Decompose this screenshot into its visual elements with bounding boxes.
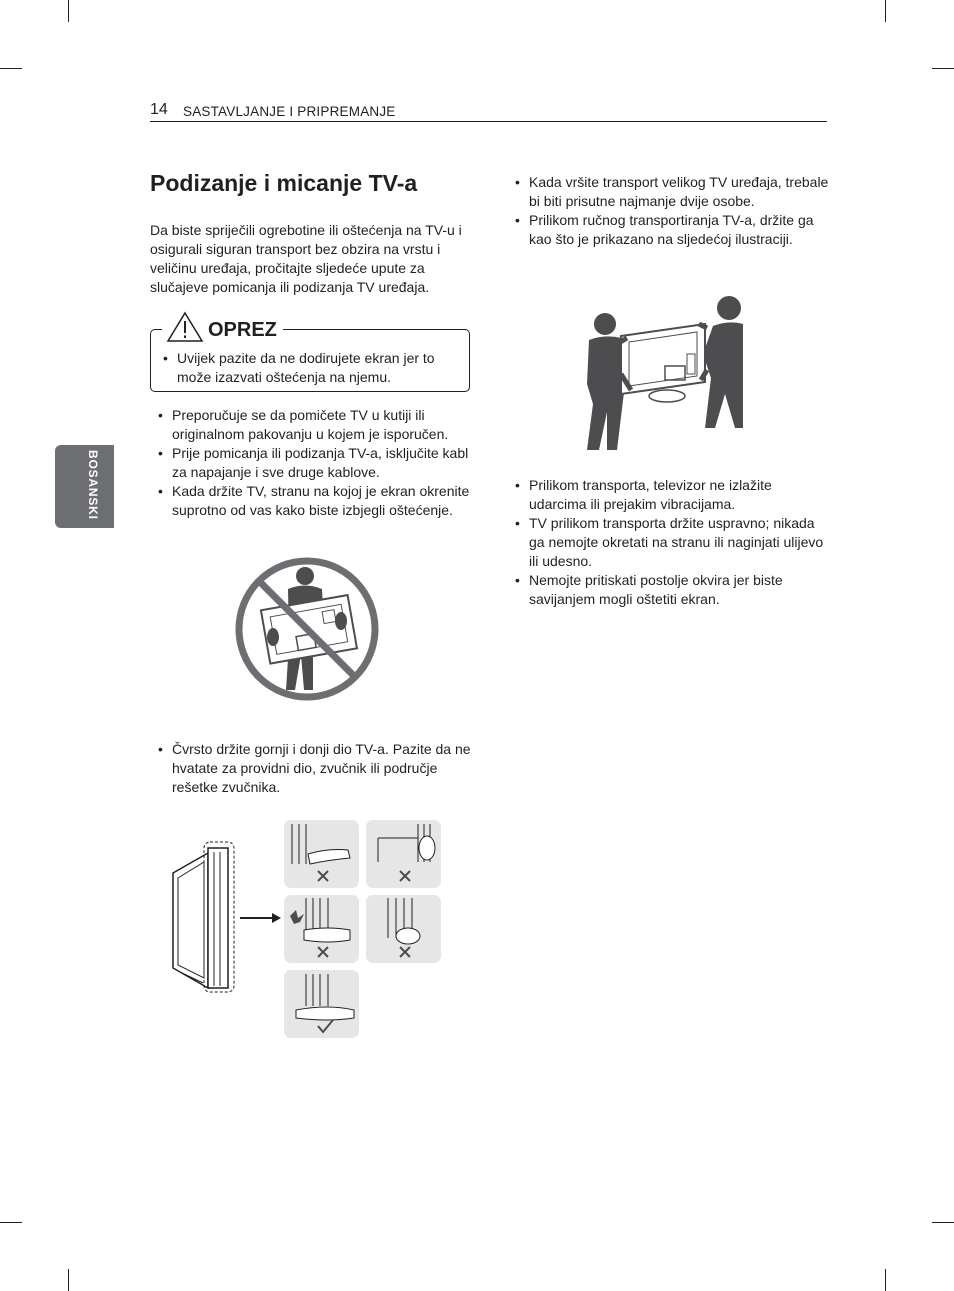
two-person-carrying-illustration — [585, 294, 745, 452]
warning-triangle-icon — [166, 311, 204, 343]
prohibited-carrying-illustration — [233, 555, 381, 703]
crop-mark — [885, 1269, 886, 1291]
crop-mark — [932, 68, 954, 69]
list-item: • Prilikom ručnog transportiranja TV-a, držite ga kao što je prikazano na sljedećoj ilustraciji. — [507, 211, 832, 249]
grip-tips-list — [150, 740, 475, 797]
caution-header — [162, 307, 283, 343]
grip-panel — [284, 895, 359, 963]
list-item: • Kada držite TV, stranu na kojoj je ekran okrenite suprotno od vas kako biste izbjegli oštećenje. — [150, 482, 470, 520]
language-tab-label: BOSANSKI — [86, 450, 100, 520]
list-item: • Uvijek pazite da ne dodirujete ekran jer to može izazvati oštećenja na njemu. — [155, 349, 460, 387]
grip-panel — [284, 820, 359, 888]
tv-grip-diagram — [168, 818, 448, 1043]
grip-panel — [366, 820, 441, 888]
header-rule — [150, 121, 827, 122]
crop-mark — [932, 1222, 954, 1223]
crop-mark — [68, 0, 69, 22]
section-title: SASTAVLJANJE I PRIPREMANJE — [183, 104, 396, 119]
crop-mark — [68, 1269, 69, 1291]
page-title: Podizanje i micanje TV-a — [150, 170, 418, 196]
crop-mark — [0, 1222, 22, 1223]
transport-tips-list — [507, 173, 832, 249]
moving-tips-list — [150, 406, 470, 520]
crop-mark — [0, 68, 22, 69]
list-item: • Kada vršite transport velikog TV uređaja, trebale bi biti prisutne najmanje dvije osobe. — [507, 173, 832, 211]
list-item: • Prije pomicanja ili podizanja TV-a, isključite kabl za napajanje i sve druge kablove. — [150, 444, 470, 482]
list-item: • Prilikom transporta, televizor ne izlažite udarcima ili prejakim vibracijama. — [507, 476, 832, 514]
language-tab — [55, 445, 114, 528]
caution-list — [155, 349, 460, 387]
transport-warnings-list — [507, 476, 832, 609]
grip-panel — [366, 895, 441, 963]
list-item: • Čvrsto držite gornji i donji dio TV-a. Pazite da ne hvatate za providni dio, zvučnik ili područje rešetke zvučnika. — [150, 740, 475, 797]
intro-paragraph: Da biste spriječili ogrebotine ili oštećenja na TV-u i osigurali siguran transport bez obzira na vrstu i veličinu uređaja, pročitajte sljedeće upute za slučajeve pomicanja ili podizanja TV uređaja. — [150, 222, 462, 295]
list-item: • Nemojte pritiskati postolje okvira jer biste savijanjem mogli oštetiti ekran. — [507, 571, 832, 609]
page-number: 14 — [150, 101, 168, 118]
list-item: • TV prilikom transporta držite uspravno; nikada ga nemojte okretati na stranu ili naginjati ulijevo ili udesno. — [507, 514, 832, 571]
crop-mark — [885, 0, 886, 22]
grip-panel — [284, 970, 359, 1038]
caution-label: OPREZ — [208, 319, 277, 341]
list-item: • Preporučuje se da pomičete TV u kutiji ili originalnom pakovanju u kojem je isporučen. — [150, 406, 470, 444]
